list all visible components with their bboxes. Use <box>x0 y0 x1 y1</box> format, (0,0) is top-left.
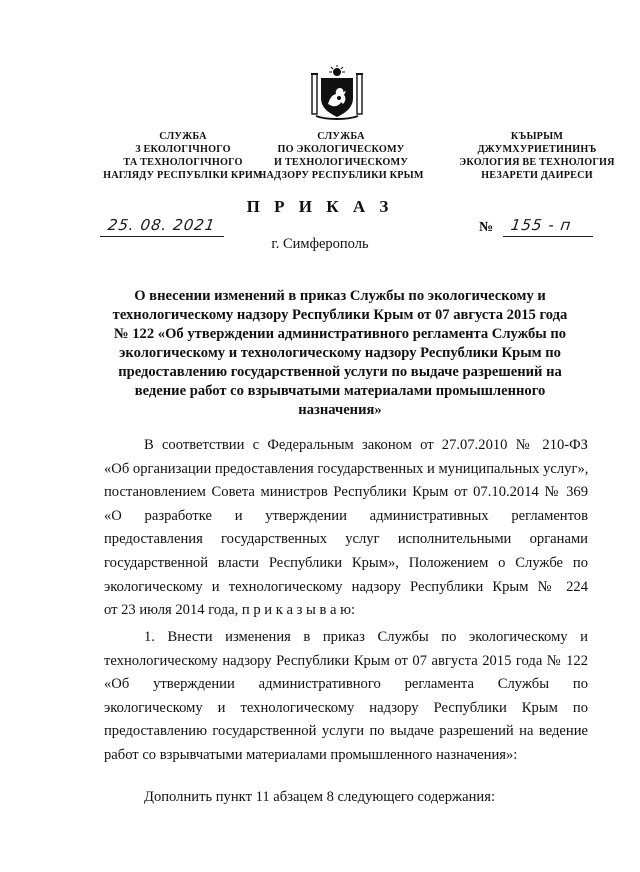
paragraph-line: «О разработке и утверждении административных регламентов <box>104 507 588 524</box>
order-number-line <box>503 214 593 237</box>
crimea-emblem-icon <box>308 64 366 122</box>
paragraph-line: от 23 июля 2014 года, п р и к а з ы в а ю: <box>104 602 356 619</box>
subject-line: ведение работ со взрывчатыми материалами промышленного <box>134 383 546 399</box>
header-ru-line: ПО ЭКОЛОГИЧЕСКОМУ <box>277 144 405 155</box>
paragraph-line: предоставлению государственной услуги по выдаче разрешений на ведение <box>104 723 588 740</box>
paragraph-line: предоставления государственных услуг исполнительными органами <box>104 531 588 548</box>
header-ru-line: И ТЕХНОЛОГИЧЕСКОМУ <box>273 157 409 168</box>
subject-line: технологическому надзору Республики Крым от 07 августа 2015 года <box>112 307 568 323</box>
paragraph-addition <box>144 786 628 810</box>
paragraph-line: экологическому и технологическому надзору Республики Крым по <box>104 699 588 716</box>
order-date: 25. 08. 2021 <box>106 216 217 234</box>
order-number-field <box>479 214 599 236</box>
header-ua-line: НАГЛЯДУ РЕСПУБЛІКИ КРИМ <box>103 170 263 181</box>
paragraph-line: Дополнить пункт 11 абзацем 8 следующего содержания: <box>144 789 496 805</box>
paragraph-preamble <box>104 434 588 623</box>
paragraph-line: государственной власти Республики Крым», Положением о Службе по <box>104 554 588 571</box>
subject-line: № 122 «Об утверждении административного регламента Службы по <box>113 326 567 342</box>
order-title: П Р И К А З <box>246 197 394 216</box>
header-ct-line: ЭКОЛОГИЯ ВЕ ТЕХНОЛОГИЯ <box>459 157 615 168</box>
order-number: 155 - п <box>509 216 573 234</box>
paragraph-line: «Об организации предоставления государственных и муниципальных услуг», <box>104 460 589 477</box>
header-ru-line: СЛУЖБА <box>317 131 365 142</box>
subject-line: экологическому и технологическому надзору Республики Крым по <box>119 345 561 361</box>
paragraph-line: 1. Внести изменения в приказ Службы по экологическому и <box>144 629 588 645</box>
header-ua-line: ТА ТЕХНОЛОГІЧНОГО <box>123 157 243 168</box>
header-ua-line: СЛУЖБА <box>159 131 207 142</box>
order-city: г. Симферополь <box>271 236 369 252</box>
header-crimean-tatar <box>442 130 632 182</box>
header-ua-line: З ЕКОЛОГІЧНОГО <box>135 144 231 155</box>
header-ct-line: КЪЫРЫМ <box>510 131 564 142</box>
header-ct-line: ДЖУМХУРИЕТИНИНЪ <box>477 144 597 155</box>
paragraph-line: постановлением Совета министров Республики Крым от 07.10.2014 № 369 <box>104 484 588 501</box>
paragraph-line: работ со взрывчатыми материалами промышленного назначения»: <box>104 746 518 763</box>
order-subject <box>108 287 572 420</box>
paragraph-item-1 <box>104 626 588 768</box>
number-sign: № <box>479 220 494 235</box>
paragraph-line: экологическому и технологическому надзору Республики Крым № 224 <box>104 578 588 595</box>
subject-line: предоставлению государственной услуги по выдаче разрешений на <box>118 364 562 380</box>
subject-line: О внесении изменений в приказ Службы по экологическому и <box>134 288 546 304</box>
paragraph-line: «Об утверждении административного регламента Службы по <box>104 676 588 693</box>
order-date-field <box>100 214 224 237</box>
paragraph-line: В соответствии с Федеральным законом от 27.07.2010 № 210-ФЗ <box>144 437 588 453</box>
subject-line: назначения» <box>298 402 382 418</box>
header-ru-line: НАДЗОРУ РЕСПУБЛИКИ КРЫМ <box>258 170 424 181</box>
paragraph-line: технологическому надзору Республики Крым от 07 августа 2015 года № 122 <box>104 652 588 669</box>
header-ct-line: НЕЗАРЕТИ ДАИРЕСИ <box>481 170 593 181</box>
header-russian <box>246 130 436 182</box>
